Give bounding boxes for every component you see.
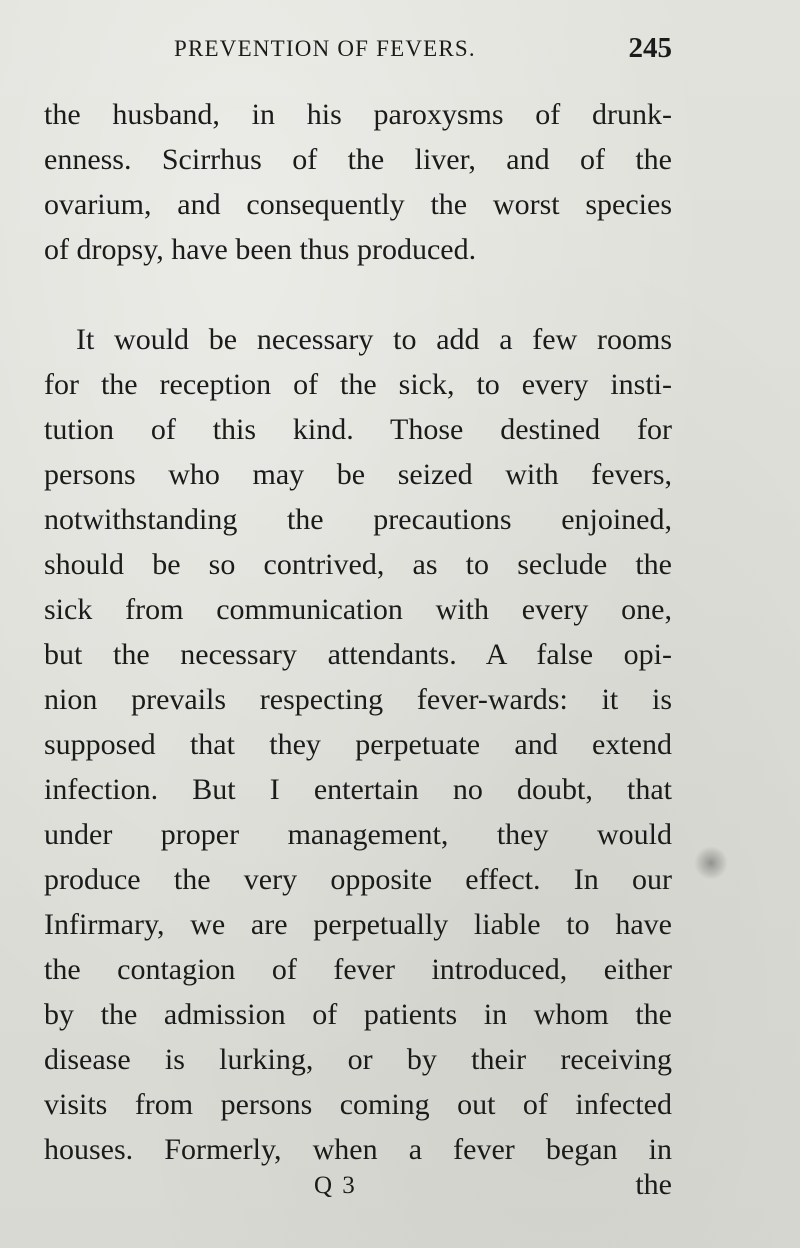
page-number: 245 — [628, 32, 672, 64]
text-line: of dropsy, have been thus produced. — [44, 233, 477, 266]
body-text — [44, 92, 672, 1172]
text-line: infection. But I entertain no doubt, that — [44, 773, 672, 806]
page-footer — [44, 1168, 672, 1213]
text-line: It would be necessary to add a few rooms — [76, 323, 672, 356]
text-line: under proper management, they would — [44, 818, 672, 851]
paragraph-spacer — [44, 272, 672, 317]
text-line: should be so contrived, as to seclude the — [44, 548, 672, 581]
text-line: persons who may be seized with fevers, — [44, 458, 672, 491]
text-line: supposed that they perpetuate and extend — [44, 728, 672, 761]
catchword: the — [635, 1168, 672, 1201]
paper-stain — [694, 846, 728, 880]
running-head — [44, 32, 672, 72]
running-title: PREVENTION OF FEVERS. — [174, 36, 476, 61]
text-line: visits from persons coming out of infected — [44, 1088, 672, 1121]
text-line: enness. Scirrhus of the liver, and of the — [44, 143, 672, 176]
text-line: produce the very opposite effect. In our — [44, 863, 672, 896]
text-line: sick from communication with every one, — [44, 593, 672, 626]
text-line: the husband, in his paroxysms of drunk- — [44, 98, 672, 131]
text-line: notwithstanding the precautions enjoined, — [44, 503, 672, 536]
text-line: but the necessary attendants. A false opi- — [44, 638, 672, 671]
paragraph-2 — [44, 317, 672, 1172]
text-line: houses. Formerly, when a fever began in — [44, 1133, 672, 1166]
text-line: disease is lurking, or by their receiving — [44, 1043, 672, 1076]
signature-mark: Q 3 — [314, 1172, 357, 1199]
text-line: ovarium, and consequently the worst species — [44, 188, 672, 221]
text-line: by the admission of patients in whom the — [44, 998, 672, 1031]
paragraph-1 — [44, 92, 672, 272]
text-line: the contagion of fever introduced, either — [44, 953, 672, 986]
text-line: Infirmary, we are perpetually liable to have — [44, 908, 672, 941]
text-line: nion prevails respecting fever-wards: it is — [44, 683, 672, 716]
text-line: tution of this kind. Those destined for — [44, 413, 672, 446]
text-line: for the reception of the sick, to every insti- — [44, 368, 672, 401]
